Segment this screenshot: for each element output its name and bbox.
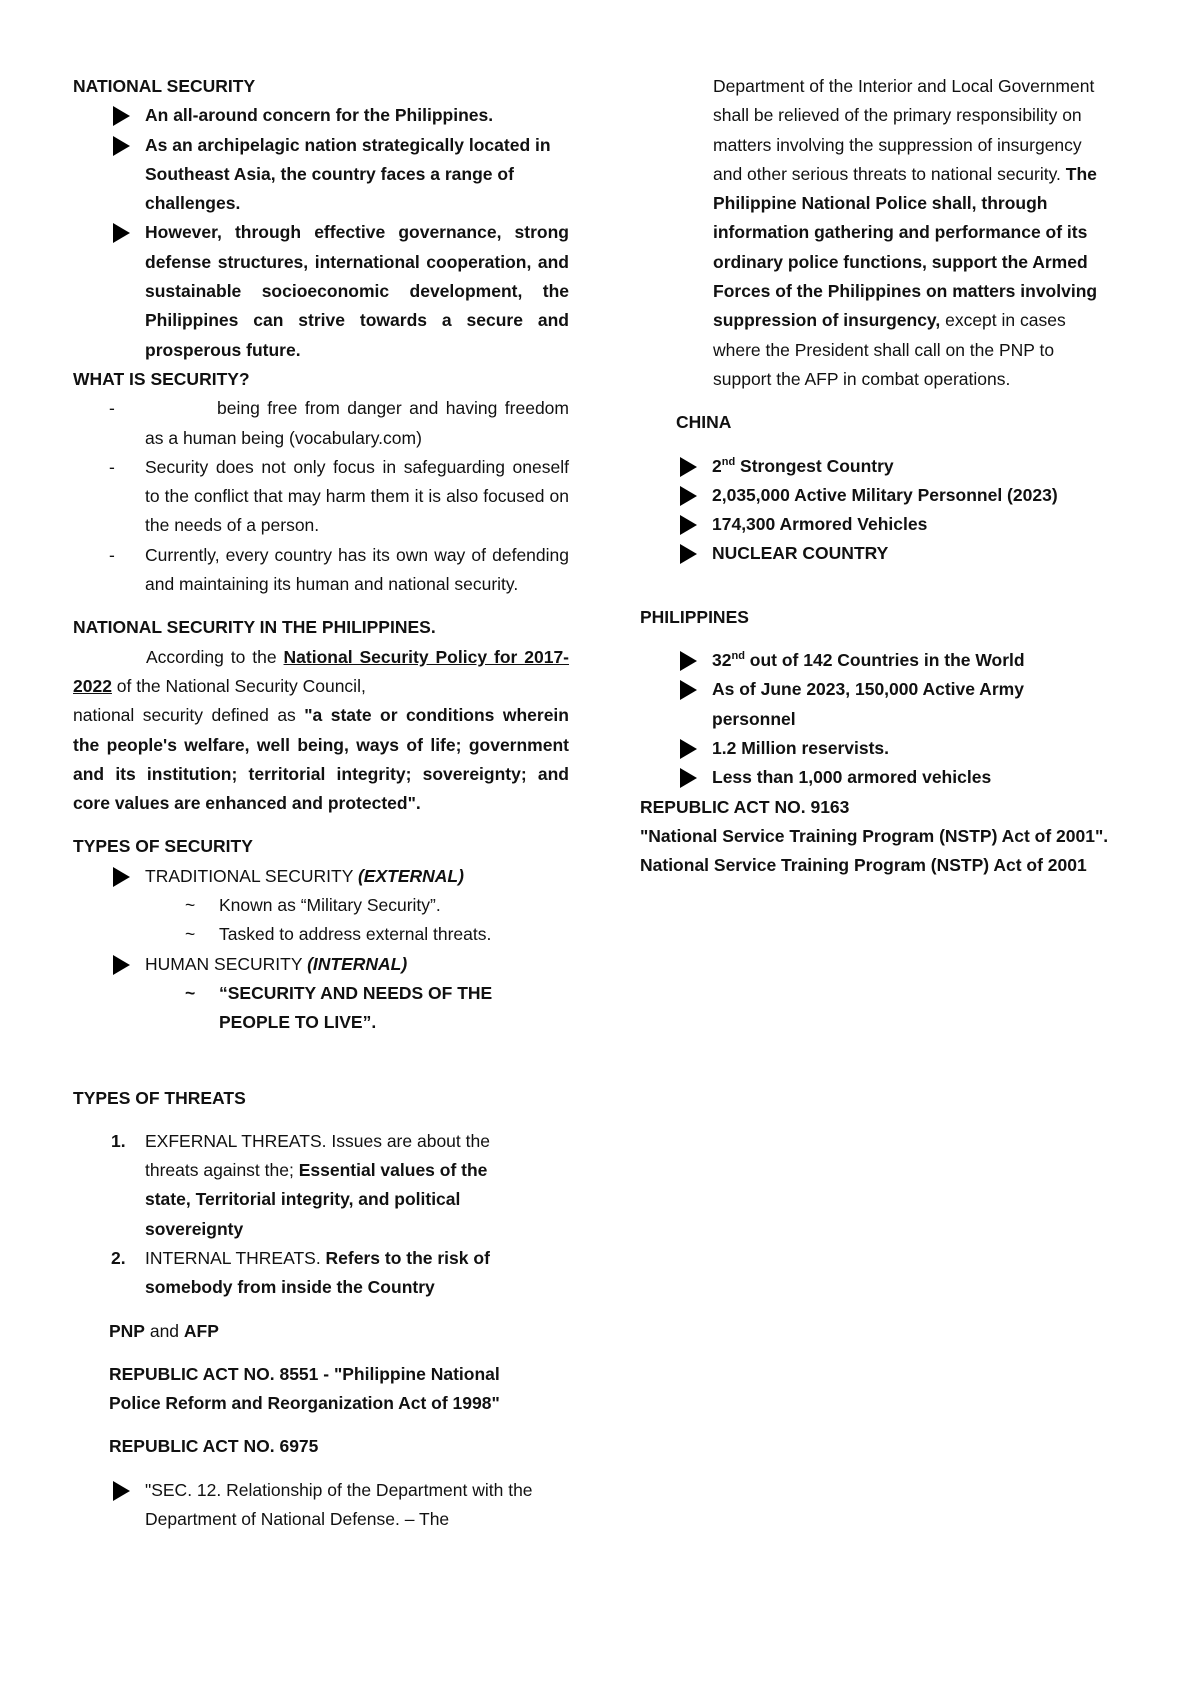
list-item: An all-around concern for the Philippines.: [145, 101, 569, 130]
triangle-bullet-icon: [113, 867, 130, 887]
list-item: - Security does not only focus in safeguarding oneself to the conflict that may harm them it is also focused on the needs of a person.: [109, 456, 569, 536]
heading-philippines: PHILIPPINES: [640, 606, 749, 627]
types-of-security-list: [73, 862, 569, 891]
triangle-bullet-icon: [113, 136, 130, 156]
left-column: [73, 72, 569, 1534]
heading-ns-philippines: NATIONAL SECURITY IN THE PHILIPPINES.: [73, 617, 436, 638]
types-of-threats-list: [73, 1127, 569, 1303]
triangle-bullet-icon: [680, 457, 697, 477]
ra-9163-text: "National Service Training Program (NSTP) Act of 2001". National Service Training Program (NSTP) Act of 2001: [640, 825, 1128, 876]
list-item: NUCLEAR COUNTRY: [712, 539, 1110, 568]
right-column: [640, 72, 1128, 880]
list-item: ~ Known as “Military Security”.: [185, 895, 441, 916]
triangle-bullet-icon: [680, 486, 697, 506]
ns-philippines-paragraph: According to the National Security Policy for 2017-2022 of the National Security Council, national security defined as "a state or conditions wherein the people's welfare, well being, ways of life; government and its institution; territorial integrity; sovereignty; and core values are enhanced and protected".: [73, 646, 570, 814]
triangle-bullet-icon: [680, 651, 697, 671]
list-item: However, through effective governance, strong defense structures, international cooperation, and sustainable socioeconomic development, the Philippines can strive towards a secure and prosperous future.: [145, 218, 569, 364]
list-item: Less than 1,000 armored vehicles: [712, 763, 1110, 792]
what-is-security-list: [73, 394, 569, 599]
heading-china: CHINA: [676, 412, 732, 433]
triangle-bullet-icon: [680, 680, 697, 700]
triangle-bullet-icon: [680, 768, 697, 788]
list-item: HUMAN SECURITY (INTERNAL): [145, 950, 569, 979]
triangle-bullet-icon: [680, 739, 697, 759]
ra-6975: REPUBLIC ACT NO. 6975: [109, 1436, 319, 1457]
china-bullets: [640, 452, 1110, 569]
list-item: As an archipelagic nation strategically located in Southeast Asia, the country faces a range of challenges.: [145, 131, 569, 219]
ra-8551: REPUBLIC ACT NO. 8551 - "Philippine National Police Reform and Reorganization Act of 1998": [109, 1363, 500, 1414]
heading-what-is-security: WHAT IS SECURITY?: [73, 368, 250, 389]
list-item: 2,035,000 Active Military Personnel (2023): [712, 481, 1110, 510]
list-item: 174,300 Armored Vehicles: [712, 510, 1110, 539]
triangle-bullet-icon: [680, 544, 697, 564]
list-item: - Currently, every country has its own way of defending and maintaining its human and national security.: [109, 544, 569, 595]
philippines-bullets: [640, 646, 1110, 792]
triangle-bullet-icon: [113, 1481, 130, 1501]
triangle-bullet-icon: [113, 106, 130, 126]
human-security-list: [73, 950, 569, 979]
list-item: 1.2 Million reservists.: [712, 734, 1110, 763]
policy-link: National Security Policy for 2017-2022: [73, 646, 570, 696]
triangle-bullet-icon: [680, 515, 697, 535]
national-security-bullets: [73, 101, 569, 365]
list-item: As of June 2023, 150,000 Active Army personnel: [712, 675, 1072, 734]
triangle-bullet-icon: [113, 223, 130, 243]
sec12-list: [73, 1476, 569, 1535]
human-security-sublist: [73, 979, 569, 1038]
heading-national-security: NATIONAL SECURITY: [73, 76, 256, 96]
triangle-bullet-icon: [113, 955, 130, 975]
sec12-continued: Department of the Interior and Local Government shall be relieved of the primary responsibility on matters involving the suppression of insurgency and other serious threats to national security. The Philippine National Police shall, through information gathering and performance of its ordinary police functions, support the Armed Forces of the Philippines on matters involving suppression of insurgency, except in cases where the President shall call on the PNP to support the AFP in combat operations.: [713, 76, 1098, 389]
list-item: ~ “SECURITY AND NEEDS OF THE PEOPLE TO LIVE”.: [185, 982, 493, 1033]
list-item: 1. EXFERNAL THREATS. Issues are about the threats against the; Essential values of the state, Territorial integrity, and political sovereignty: [111, 1130, 490, 1239]
list-item: 2. INTERNAL THREATS. Refers to the risk of somebody from inside the Country: [111, 1247, 490, 1298]
list-item: 2nd Strongest Country: [712, 452, 1110, 481]
list-item: "SEC. 12. Relationship of the Department with the Department of National Defense. – The: [145, 1476, 565, 1535]
heading-types-of-threats: TYPES OF THREATS: [73, 1087, 246, 1108]
list-item: ~ Tasked to address external threats.: [185, 924, 492, 945]
pnp-afp-line: PNP and AFP: [109, 1320, 219, 1341]
heading-ra-9163: REPUBLIC ACT NO. 9163: [640, 796, 850, 817]
traditional-security-sublist: [73, 891, 569, 950]
heading-types-of-security: TYPES OF SECURITY: [73, 836, 253, 857]
list-item: - being free from danger and having freedom as a human being (vocabulary.com): [109, 398, 569, 448]
list-item: TRADITIONAL SECURITY (EXTERNAL): [145, 862, 569, 891]
list-item: 32nd out of 142 Countries in the World: [712, 646, 1110, 675]
